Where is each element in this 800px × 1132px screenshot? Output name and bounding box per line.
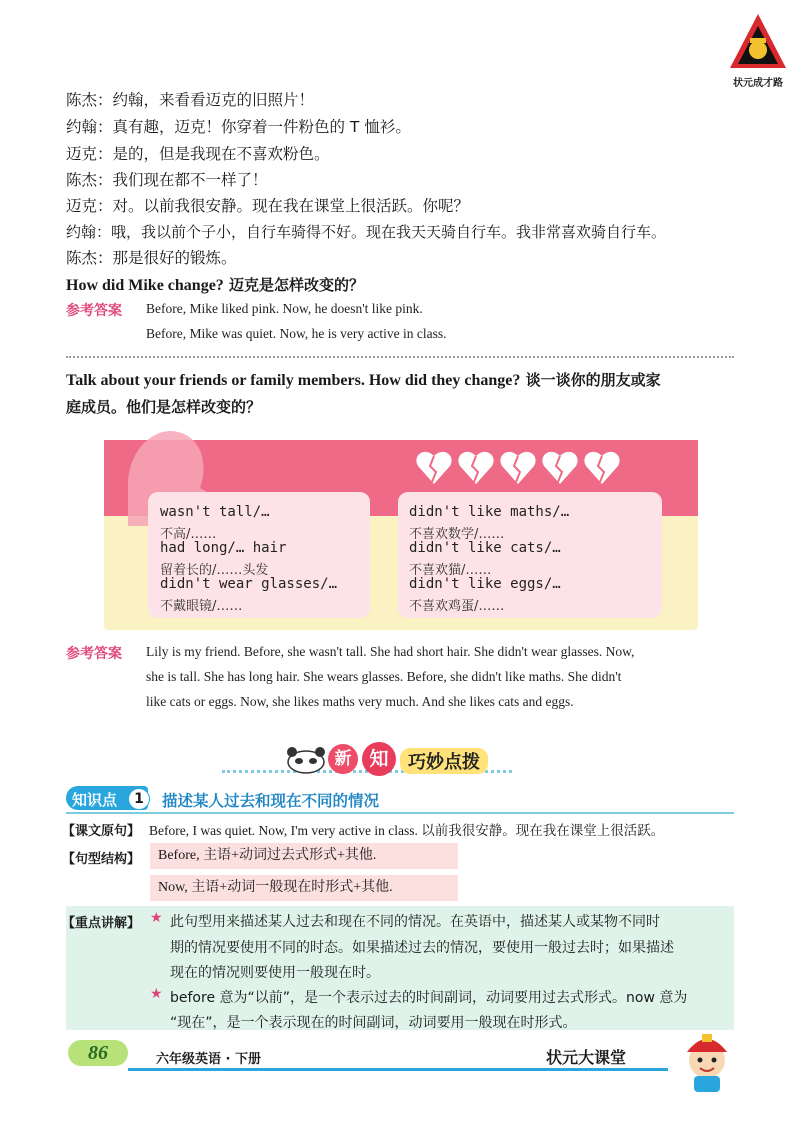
answer-2-line: like cats or eggs. Now, she likes maths very much. And she likes cats and eggs. (146, 694, 574, 709)
source-text: Before, I was quiet. Now, I'm very active in class. 以前我很安静。现在我在课堂上很活跃。 (149, 823, 665, 838)
explain-line: 此句型用来描述某人过去和现在不同的情况。在英语中，描述某人或某物不同时 (170, 914, 660, 930)
phrase-zh: 不喜欢鸡蛋/…… (409, 599, 505, 614)
question-2-zh-cont: 庭成员。他们是怎样改变的？ (66, 398, 262, 416)
kp-underline (66, 812, 734, 814)
publisher-logo (728, 12, 788, 89)
section-divider (66, 356, 734, 358)
dialogue-line: 陈杰：约翰，来看看迈克的旧照片！ (66, 91, 315, 109)
phrase-zh: 不戴眼镜/…… (160, 599, 243, 614)
star-icon: ★ (150, 910, 163, 926)
broken-hearts-icon (414, 448, 634, 488)
dialogue-line: 陈杰：那是很好的锻炼。 (66, 249, 237, 267)
answer-label: 参考答案 (66, 646, 122, 662)
phrase-en: wasn't tall/… (160, 504, 270, 520)
brand-name: 状元大课堂 (546, 1048, 627, 1067)
dialogue-line: 陈杰：我们现在都不一样了！ (66, 171, 268, 189)
explain-tag: 【重点讲解】 (62, 916, 141, 931)
question-2-zh: 谈一谈你的朋友或家 (525, 371, 661, 389)
phrase-zh: 留着长的/……头发 (160, 563, 269, 578)
phrase-zh: 不高/…… (160, 527, 217, 542)
question-1-zh: 迈克是怎样改变的？ (229, 276, 365, 294)
answer-label: 参考答案 (66, 303, 122, 319)
page-number: 86 (88, 1042, 108, 1064)
dialogue-line: 约翰：哦，我以前个子小，自行车骑得不好。现在我天天骑自行车。我非常喜欢骑自行车。 (66, 223, 667, 241)
phrase-en: didn't like maths/… (409, 504, 570, 520)
logo-triangle-icon (728, 12, 788, 70)
kp-title: 描述某人过去和现在不同的情况 (162, 792, 380, 810)
logo-caption: 状元成才路 (733, 78, 783, 89)
star-icon: ★ (150, 986, 163, 1002)
panda-icon (284, 744, 328, 774)
footer-rule (128, 1068, 668, 1071)
structure-tag: 【句型结构】 (62, 852, 141, 867)
structure-line-2: Now, 主语+动词一般现在时形式+其他. (150, 875, 458, 901)
question-2-en: Talk about your friends or family members. How did they change? (66, 372, 521, 389)
explain-line: 期的情况要使用不同的时态。如果描述过去的情况，要使用一般过去时；如果描述 (170, 940, 674, 956)
explain-line: 现在的情况则要使用一般现在时。 (170, 965, 380, 981)
explain-line: “现在”，是一个表示现在的时间副词，动词要用一般现在时形式。 (170, 1015, 577, 1031)
phrase-en: didn't like cats/… (409, 540, 561, 556)
banner-char-2: 知 (362, 742, 396, 776)
question-2 (66, 369, 661, 390)
dialogue-line: 迈克：对。以前我很安静。现在我在课堂上很活跃。你呢？ (66, 197, 470, 215)
answer-1-line: Before, Mike liked pink. Now, he doesn't like pink. (146, 301, 423, 316)
phrase-en: didn't wear glasses/… (160, 576, 338, 592)
phrase-zh: 不喜欢猫/…… (409, 563, 492, 578)
answer-2-line: she is tall. She has long hair. She wears glasses. Before, she didn't like maths. She didn't (146, 669, 622, 684)
question-1 (66, 274, 364, 295)
phrase-zh: 不喜欢数学/…… (409, 527, 505, 542)
banner-title: 巧妙点拨 (400, 748, 488, 774)
kp-number: 1 (128, 788, 150, 810)
dialogue-line: 迈克：是的，但是我现在不喜欢粉色。 (66, 145, 330, 163)
mascot-icon (672, 1030, 742, 1094)
answer-1-line: Before, Mike was quiet. Now, he is very active in class. (146, 326, 447, 341)
phrase-en: didn't like eggs/… (409, 576, 561, 592)
question-1-en: How did Mike change? (66, 277, 224, 294)
book-title: 六年级英语 · 下册 (156, 1052, 261, 1067)
answer-2-line: Lily is my friend. Before, she wasn't tall. She had short hair. She didn't wear glasses. Now, (146, 644, 635, 659)
structure-line-1: Before, 主语+动词过去式形式+其他. (150, 843, 458, 869)
banner-char-1: 新 (328, 744, 358, 774)
phrase-en: had long/… hair (160, 540, 287, 556)
source-tag: 【课文原句】 (62, 824, 141, 839)
dialogue-line: 约翰：真有趣，迈克！你穿着一件粉色的 T 恤衫。 (66, 118, 411, 136)
explain-line: before 意为“以前”，是一个表示过去的时间副词，动词要用过去式形式。now 意为 (170, 990, 688, 1006)
kp-label: 知识点 (72, 791, 118, 809)
